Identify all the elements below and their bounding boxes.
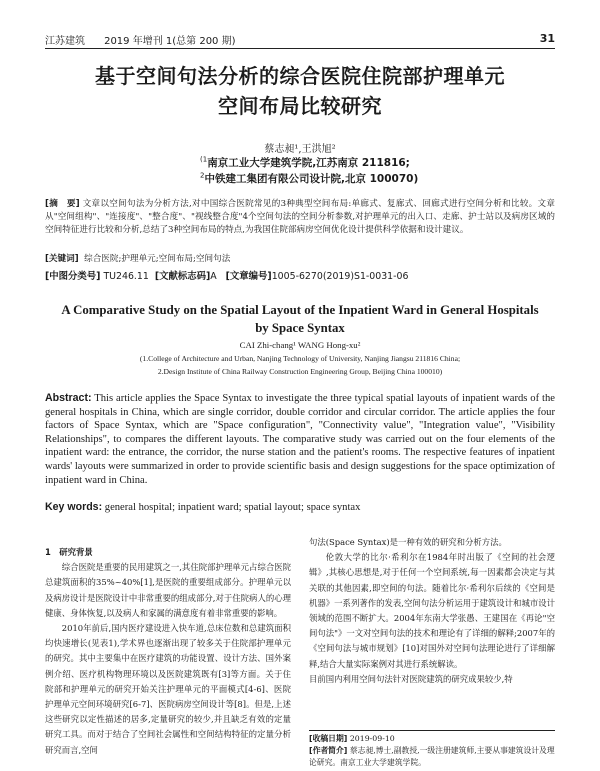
footnote [309,730,555,769]
keywords-en-text: general hospital; inpatient ward; spatial layout; space syntax [104,502,361,513]
body-paragraph: 伦敦大学的比尔·希利尔在1984年时出版了《空间的社会逻辑》,其核心思想是,对于任何一个空间系统,每一因素都会决定与其关联的其他因素,即空间的句法。随着比尔·希利尔后续的《空间是机器》一系列著作的发表,空间句法分析运用于建筑设计和城市设计领域的范围不断扩大。2004年东南大学张愚、王建国在《再论"空间句法"》一文对空间句法的技术和理论有了详细的解释;2007年的《空间句法与城市规划》[10]对国外对空间句法理论进行了详细解释,结合大量实际案例对其进行系统解读。 [309,552,555,669]
journal-issue [45,32,236,47]
affiliation-en-1: (1.College of Architecture and Urban, Nanjing Technology of University, Nanjing Jiangsu 211816 China; [139,354,461,363]
classification-line: [中图分类号] TU246.11 [文献标志码]A [文章编号]1005-6270(2019)S1-0031-06 [45,271,409,282]
keywords-cn-text: 综合医院;护理单元;空间布局;空间句法 [84,254,231,264]
abstract-cn-label: [摘 要] [45,199,80,209]
section-1-heading: 1 研究背景 [45,547,93,557]
header-rule [45,48,555,49]
body-left-column [45,545,291,758]
issue-info: 2019 年增刊 1(总第 200 期) [104,36,236,47]
abstract-en [45,392,555,487]
title-en-line2: by Space Syntax [255,321,345,335]
title-en-line1: A Comparative Study on the Spatial Layout of the Inpatient Ward in General Hospitals [61,303,539,317]
body-paragraph: 综合医院是重要的民用建筑之一,其住院部护理单元占综合医院总建筑面积的35%~40%[1],是医院的重要组成部分。护理单元以及病房设计是医院设计中非常重要的组成部分,对于住院病人的心理健康、身体恢复,以及病人和家属的满意度有着非常重要的影响。 [45,562,291,618]
received-date: [收稿日期] 2019-09-10 [309,734,395,743]
abstract-en-text: This article applies the Space Syntax to investigate the three typical spatial layouts of inpatient wards of the general hospitals in China, which are single corridor, double corridor and circular corridor. The article applies the four factors of Space Syntax, which are "Space configuration", "Connectivity value", "Integration value", "Visibility Relationships", to compares the different layouts. The comparative study was carried out on the four elements of the inpatient ward: the entrance, the corridor, the nurse station and the patient's rooms. The respective features of inpatient wards' layouts were summarized in order to provide scientific basis and design suggestions for the space optimization of inpatient ward in China. [45,393,555,486]
doc-code: A [210,271,217,282]
authors-cn: 蔡志昶¹,王洪旭² [264,144,336,155]
journal-name: 江苏建筑 [45,36,85,47]
affiliation-cn-2: $^2$中铁建工集团有限公司设计院,北京 100070) [200,171,419,185]
abstract-cn [45,198,555,238]
keywords-cn-label: [关键词] [45,254,79,264]
abstract-cn-text: 文章以空间句法为分析方法,对中国综合医院常见的3种典型空间布局:单廊式、复廊式、回廊式进行空间分析和比较。文章从"空间组构"、"连接度"、"整合度"、"视线整合度"4个空间句法的空间分析参数,对护理单元的出入口、走廊、护士站以及病房区域的空间特征进行比较和分析,总结了3种空间布局的特点,为我国住院部病房空间优化设计提供科学依据和设计建议。 [45,199,555,236]
body-paragraph: 目前国内利用空间句法针对医院建筑的研究成果较少,特 [309,673,513,684]
affiliation-cn-1: $^{(1}$南京工业大学建筑学院,江苏南京 211816; [200,155,410,169]
running-header [45,32,555,48]
keywords-en-label: Key words: [45,501,103,513]
authors-en: CAI Zhi-chang¹ WANG Hong-xu² [239,340,361,350]
keywords-cn [45,252,555,264]
keywords-en [45,501,555,513]
author-bio: [作者简介] 蔡志昶,博士,副教授,一级注册建筑师,主要从事建筑设计及理论研究。南京工业大学建筑学院。 [309,746,555,767]
body-paragraph: 句法(Space Syntax)是一种有效的研究和分析方法。 [309,537,507,547]
article-id: 1005-6270(2019)S1-0031-06 [271,271,409,282]
body-paragraph: 2010年前后,国内医疗建设进入快车道,总床位数和总建筑面积均快速增长(见表1),学术界也逐渐出现了较多关于住院部护理单元的研究。其中主要集中在医疗建筑的功能设置、设计方法、国外案例介绍、医疗机构物理环境以及医院建筑既有[3]等方面。关于住院部和护理单元的研究开始关注护理单元的平面模式[4-6]、医院护理单元空间环境研究[6-7]、医院病房空间设计等[8]。但是,上述这些研究以定性描述的居多,定量研究的较少,并且缺乏有效的定量研究工具。而对于结合了空间社会属性和空间结构特征的定量分析研究而言,空间 [45,623,291,755]
affiliation-en-2: 2.Design Institute of China Railway Construction Engineering Group, Beijing China 100010) [157,367,443,376]
title-cn-line1: 基于空间句法分析的综合医院住院部护理单元 [95,64,505,88]
abstract-en-label: Abstract: [45,392,92,404]
title-cn-line2: 空间布局比较研究 [218,94,382,118]
page-number: 31 [539,32,555,45]
body-right-column [309,535,555,687]
clc-value: TU246.11 [103,271,149,282]
